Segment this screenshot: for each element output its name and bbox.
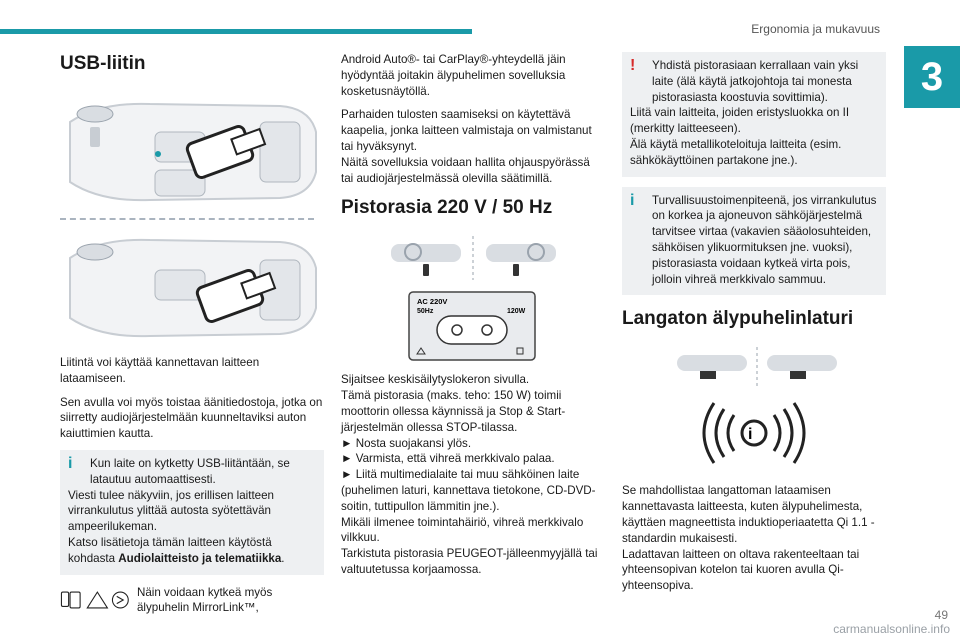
usb-note-ref-prefix: Katso lisätietoja tämän laitteen käytöstä kohdasta — [68, 535, 272, 565]
usb-title: USB-liitin — [60, 53, 146, 74]
usb-charging-text: Liitintä voi käyttää kannettavan laitteen lataamiseen. — [60, 356, 260, 385]
socket-title: Pistorasia 220 V / 50 Hz — [341, 197, 553, 219]
warning-icon: ! — [630, 57, 636, 74]
socket-label-ac: AC 220V — [417, 297, 448, 307]
socket-step-1: ► Nosta suojakansi ylös. — [341, 436, 472, 450]
info-first: Turvallisuustoimenpiteenä, jos virrankulutus on korkea ja ajoneuvon sähköjärjestelmä tarvitsee virtaa (vakavien sääolosuhteiden, sähköisen ylikuormituksen jne. vuoksi), pistorasiasta voidaan kytkeä virta pois, jolloin vihreä merkkivalo sammuu. — [652, 193, 877, 286]
socket-step-2: ► Varmista, että vihreä merkkivalo palaa. — [341, 452, 555, 466]
car-interior-usb-illustration-1 — [60, 92, 324, 212]
usb-audio-text: Sen avulla voi myös toistaa äänitiedostoja, jotka on siirretty audiojärjestelmään kuunneltaviksi auton kaiuttimien kautta. — [60, 395, 323, 441]
socket-info-note — [622, 187, 886, 296]
smartphone-icons — [60, 585, 129, 615]
info-icon: i — [630, 191, 635, 209]
mirrorlink-text: Näin voidaan kytkeä myös älypuhelin MirrorLink™, — [136, 585, 273, 615]
socket-label-hz: 50Hz — [417, 308, 434, 316]
usb-note-reference — [68, 535, 316, 567]
usb-note-ref-bold: Audiolaitteisto ja telematiikka — [118, 551, 282, 565]
car-interior-usb-illustration-2 — [60, 230, 324, 345]
usb-info-note — [60, 450, 324, 575]
column-wireless — [622, 52, 886, 594]
socket-label-w: 120W — [507, 308, 526, 316]
info-icon: i — [68, 454, 73, 472]
socket-230v-diagram — [341, 290, 605, 362]
socket-power-text: Tämä pistorasia (maks. teho: 150 W) toimii moottorin ollessa käynnissä ja Stop & Start-järjestelmän ollessa STOP-tilassa. — [341, 389, 566, 434]
column-socket — [341, 52, 605, 578]
socket-malfunction-text: Mikäli ilmenee toimintahäiriö, vihreä merkkivalo vilkkuu. — [341, 515, 584, 545]
wireless-charging-icon — [622, 395, 886, 471]
chapter-number-tab: 3 — [904, 46, 960, 108]
socket-warning-note — [622, 52, 886, 177]
socket-location-illustration — [341, 234, 605, 282]
column-usb — [60, 52, 324, 616]
warn-second: Liitä vain laitteita, joiden eristysluokka on II (merkitty laitteeseen). — [630, 106, 850, 136]
socket-check-text: Tarkistuta pistorasia PEUGEOT-jälleenmyyjällä tai valtuutetussa korjaamossa. — [341, 547, 598, 576]
header-accent-bar — [0, 29, 472, 34]
page-number: 49 — [934, 608, 948, 622]
warn-first: Yhdistä pistorasiaan kerrallaan vain yksi laite (älä käytä jatkojohtoja tai monesta pistorasiasta koostuvia sovittimia). — [652, 59, 859, 104]
socket-step-3: ► Liitä multimedialaite tai muu sähköinen laite (puhelimen laturi, kannettava tietokone, CD-DVD-soitin, tuttipullon lämmitin jne.). — [341, 468, 596, 513]
watermark: carmanualsonline.info — [833, 622, 950, 636]
warn-third: Älä käytä metallikoteloituja laitteita (esim. sähkökäyttöinen partakone jne.). — [630, 137, 842, 167]
usb-note-rest: Viesti tulee näkyviin, jos erillisen laitteen virrankulutus ylittää autosta syötettävän ampeerilukeman. — [68, 488, 275, 534]
svg-text:i: i — [748, 426, 753, 444]
wireless-compatibility: Ladattavan laitteen on oltava rakenteeltaan tai yhteensopivan kotelon tai kuoren avulla Qi-yhteensopiva. — [622, 547, 860, 593]
figure-divider — [60, 218, 314, 220]
socket-location-text: Sijaitsee keskisäilytyslokeron sivulla. — [341, 373, 530, 387]
android-carplay-text: Android Auto®- tai CarPlay®-yhteydellä jäin hyödyntää joitakin älypuhelimen sovelluksia kosketusnäytöllä. — [341, 53, 566, 98]
usb-note-first: Kun laite on kytketty USB-liitäntään, se latautuu automaattisesti. — [90, 456, 290, 486]
usb-note-ref-suffix: . — [281, 551, 285, 565]
section-title: Ergonomia ja mukavuus — [751, 22, 880, 36]
wireless-charger-location-illustration — [622, 347, 886, 387]
wireless-description: Se mahdollistaa langattoman lataamisen kannettavasta laitteesta, kuten älypuhelimesta, käyttäen magneettista induktioperiaatetta Qi 1.1 -standardin mukaisesti. — [622, 484, 875, 545]
mirrorlink-row — [60, 585, 324, 617]
wireless-title: Langaton älypuhelinlaturi — [622, 308, 854, 330]
cable-text: Parhaiden tulosten saamiseksi on käytettävä kaapelia, jonka laitteen valmistaja on valmistanut tai hyväksynyt. — [341, 108, 592, 153]
controls-text: Näitä sovelluksia voidaan hallita ohjauspyörässä tai audiojärjestelmässä olevilla säätimillä. — [341, 155, 590, 185]
